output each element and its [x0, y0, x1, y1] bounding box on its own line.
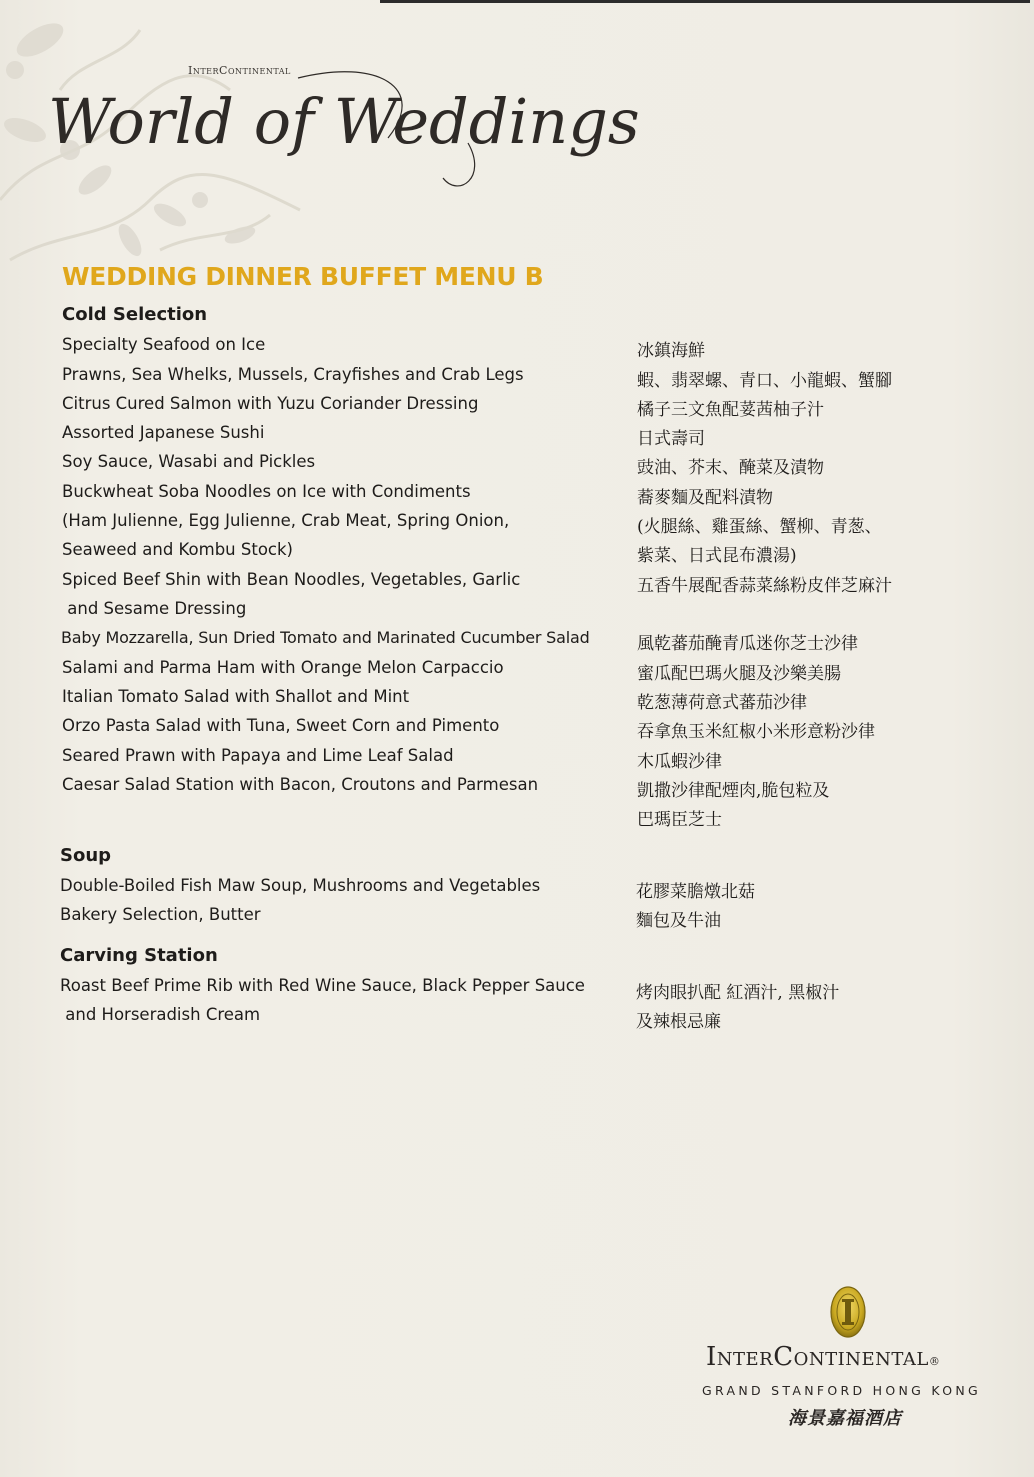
section-heading-cold: Cold Selection	[62, 304, 208, 325]
menu-item-en: Italian Tomato Salad with Shallot and Mint	[62, 687, 410, 706]
menu-item-en: Orzo Pasta Salad with Tuna, Sweet Corn and Pimento	[62, 716, 500, 735]
menu-item-zh: 日式壽司	[637, 429, 705, 449]
menu-item-en: Bakery Selection, Butter	[60, 905, 261, 924]
menu-item-zh: 五香牛展配香蒜菜絲粉皮伴芝麻汁	[637, 576, 892, 596]
menu-item-en: (Ham Julienne, Egg Julienne, Crab Meat, Spring Onion,	[62, 511, 510, 530]
menu-item-en: Prawns, Sea Whelks, Mussels, Crayfishes and Crab Legs	[62, 365, 524, 384]
menu-item-en: and Horseradish Cream	[60, 1005, 261, 1024]
footer-logo-chinese: 海景嘉福酒店	[788, 1408, 902, 1429]
menu-item-zh: 木瓜蝦沙律	[637, 752, 722, 772]
menu-item-zh: 巴瑪臣芝士	[637, 810, 722, 830]
menu-item-en: Soy Sauce, Wasabi and Pickles	[62, 452, 316, 471]
menu-item-zh: 花膠菜膽燉北菇	[636, 882, 755, 902]
menu-item-en: Specialty Seafood on Ice	[62, 335, 266, 354]
menu-item-en: Seared Prawn with Papaya and Lime Leaf Salad	[62, 746, 454, 765]
menu-item-zh: 橘子三文魚配荽茜柚子汁	[637, 400, 824, 420]
menu-item-zh: 乾葱薄荷意式蕃茄沙律	[637, 693, 807, 713]
intercontinental-crest-icon	[828, 1284, 868, 1340]
world-of-weddings-script-logo	[48, 48, 640, 208]
menu-item-zh: 凱撒沙律配煙肉,脆包粒及	[637, 781, 830, 801]
section-heading-carving: Carving Station	[60, 945, 218, 966]
menu-item-zh: 蜜瓜配巴瑪火腿及沙樂美腸	[637, 664, 841, 684]
menu-title: WEDDING DINNER BUFFET MENU B	[62, 262, 544, 291]
menu-item-zh: 豉油、芥末、醃菜及漬物	[637, 458, 824, 478]
menu-item-en: Baby Mozzarella, Sun Dried Tomato and Marinated Cucumber Salad	[61, 628, 590, 647]
page-edge-line	[380, 0, 1030, 3]
menu-item-zh: 蝦、翡翠螺、青口、小龍蝦、蟹腳	[637, 371, 892, 391]
menu-item-zh: (火腿絲、雞蛋絲、蟹柳、青葱、	[637, 517, 882, 537]
menu-item-en: Caesar Salad Station with Bacon, Croutons and Parmesan	[62, 775, 539, 794]
menu-item-en: Salami and Parma Ham with Orange Melon Carpaccio	[62, 658, 504, 677]
menu-item-en: Double-Boiled Fish Maw Soup, Mushrooms and Vegetables	[60, 876, 541, 895]
menu-item-zh: 紫菜、日式昆布濃湯)	[637, 546, 797, 566]
brand-small-label: InterContinental	[188, 64, 291, 77]
menu-item-zh: 烤肉眼扒配 紅酒汁, 黑椒汁	[636, 983, 840, 1003]
menu-item-zh: 吞拿魚玉米紅椒小米形意粉沙律	[637, 722, 875, 742]
menu-item-en: Seaweed and Kombu Stock)	[62, 540, 293, 559]
menu-item-zh: 蕎麥麵及配料漬物	[637, 488, 773, 508]
menu-item-en: Buckwheat Soba Noodles on Ice with Condiments	[62, 482, 471, 501]
footer-logo-subtitle: GRAND STANFORD HONG KONG	[702, 1383, 982, 1398]
menu-item-en: Citrus Cured Salmon with Yuzu Coriander Dressing	[62, 394, 479, 413]
menu-item-en: Roast Beef Prime Rib with Red Wine Sauce, Black Pepper Sauce	[60, 976, 585, 995]
menu-item-en: Spiced Beef Shin with Bean Noodles, Vegetables, Garlic	[62, 570, 521, 589]
registered-mark: ®	[928, 1355, 941, 1368]
script-title-text: World of Weddings	[48, 85, 640, 158]
menu-item-en: and Sesame Dressing	[62, 599, 247, 618]
menu-item-en: Assorted Japanese Sushi	[62, 423, 265, 442]
footer-logo-wordmark	[706, 1342, 940, 1372]
footer-logo-word: InterContinental	[706, 1342, 929, 1372]
menu-item-zh: 冰鎮海鮮	[637, 341, 705, 361]
section-heading-soup: Soup	[60, 845, 112, 866]
menu-item-zh: 及辣根忌廉	[636, 1012, 721, 1032]
menu-item-zh: 風乾蕃茄醃青瓜迷你芝士沙律	[637, 634, 858, 654]
menu-item-zh: 麵包及牛油	[636, 911, 721, 931]
